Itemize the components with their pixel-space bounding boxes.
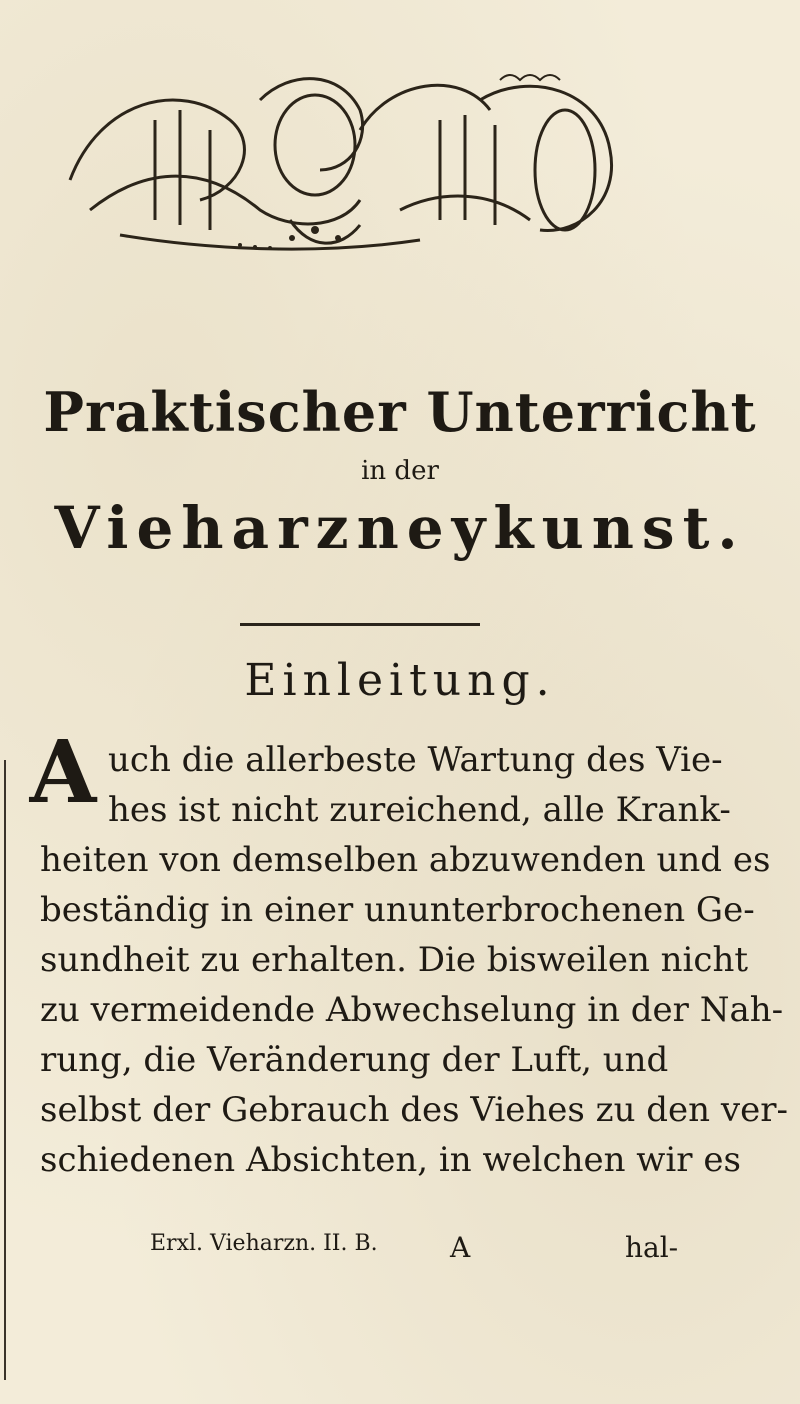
signature-mark: Erxl. Vieharzn. II. B.: [150, 1231, 378, 1256]
page-edge: [4, 760, 6, 1380]
body-text: [40, 735, 788, 1185]
body-line: hes ist nicht zureichend, alle Krank-: [108, 790, 731, 830]
body-line: rung, die Veränderung der Luft, und: [40, 1040, 669, 1080]
body-line: zu vermeidende Abwechselung in der Nah-: [40, 990, 784, 1030]
body-line: schiedenen Absichten, in welchen wir es: [40, 1140, 741, 1180]
title-connector: in der: [361, 456, 439, 486]
drop-cap: A: [29, 722, 97, 823]
section-heading: Einleitung.: [244, 655, 556, 706]
divider-rule: [240, 623, 480, 626]
page-subtitle: Vieharzneykunst.: [54, 494, 746, 562]
body-line: uch die allerbeste Wartung des Vie-: [108, 740, 723, 780]
decorative-vignette: [60, 60, 630, 260]
body-line: sundheit zu erhalten. Die bisweilen nicht: [40, 940, 749, 980]
body-line: selbst der Gebrauch des Viehes zu den ver-: [40, 1090, 788, 1130]
page-title: Praktischer Unterricht: [43, 380, 757, 444]
body-line: heiten von demselben abzuwenden und es: [40, 840, 771, 880]
signature-letter: A: [450, 1231, 471, 1264]
body-line: beständig in einer ununterbrochenen Ge-: [40, 890, 755, 930]
catchword: hal-: [625, 1231, 679, 1264]
